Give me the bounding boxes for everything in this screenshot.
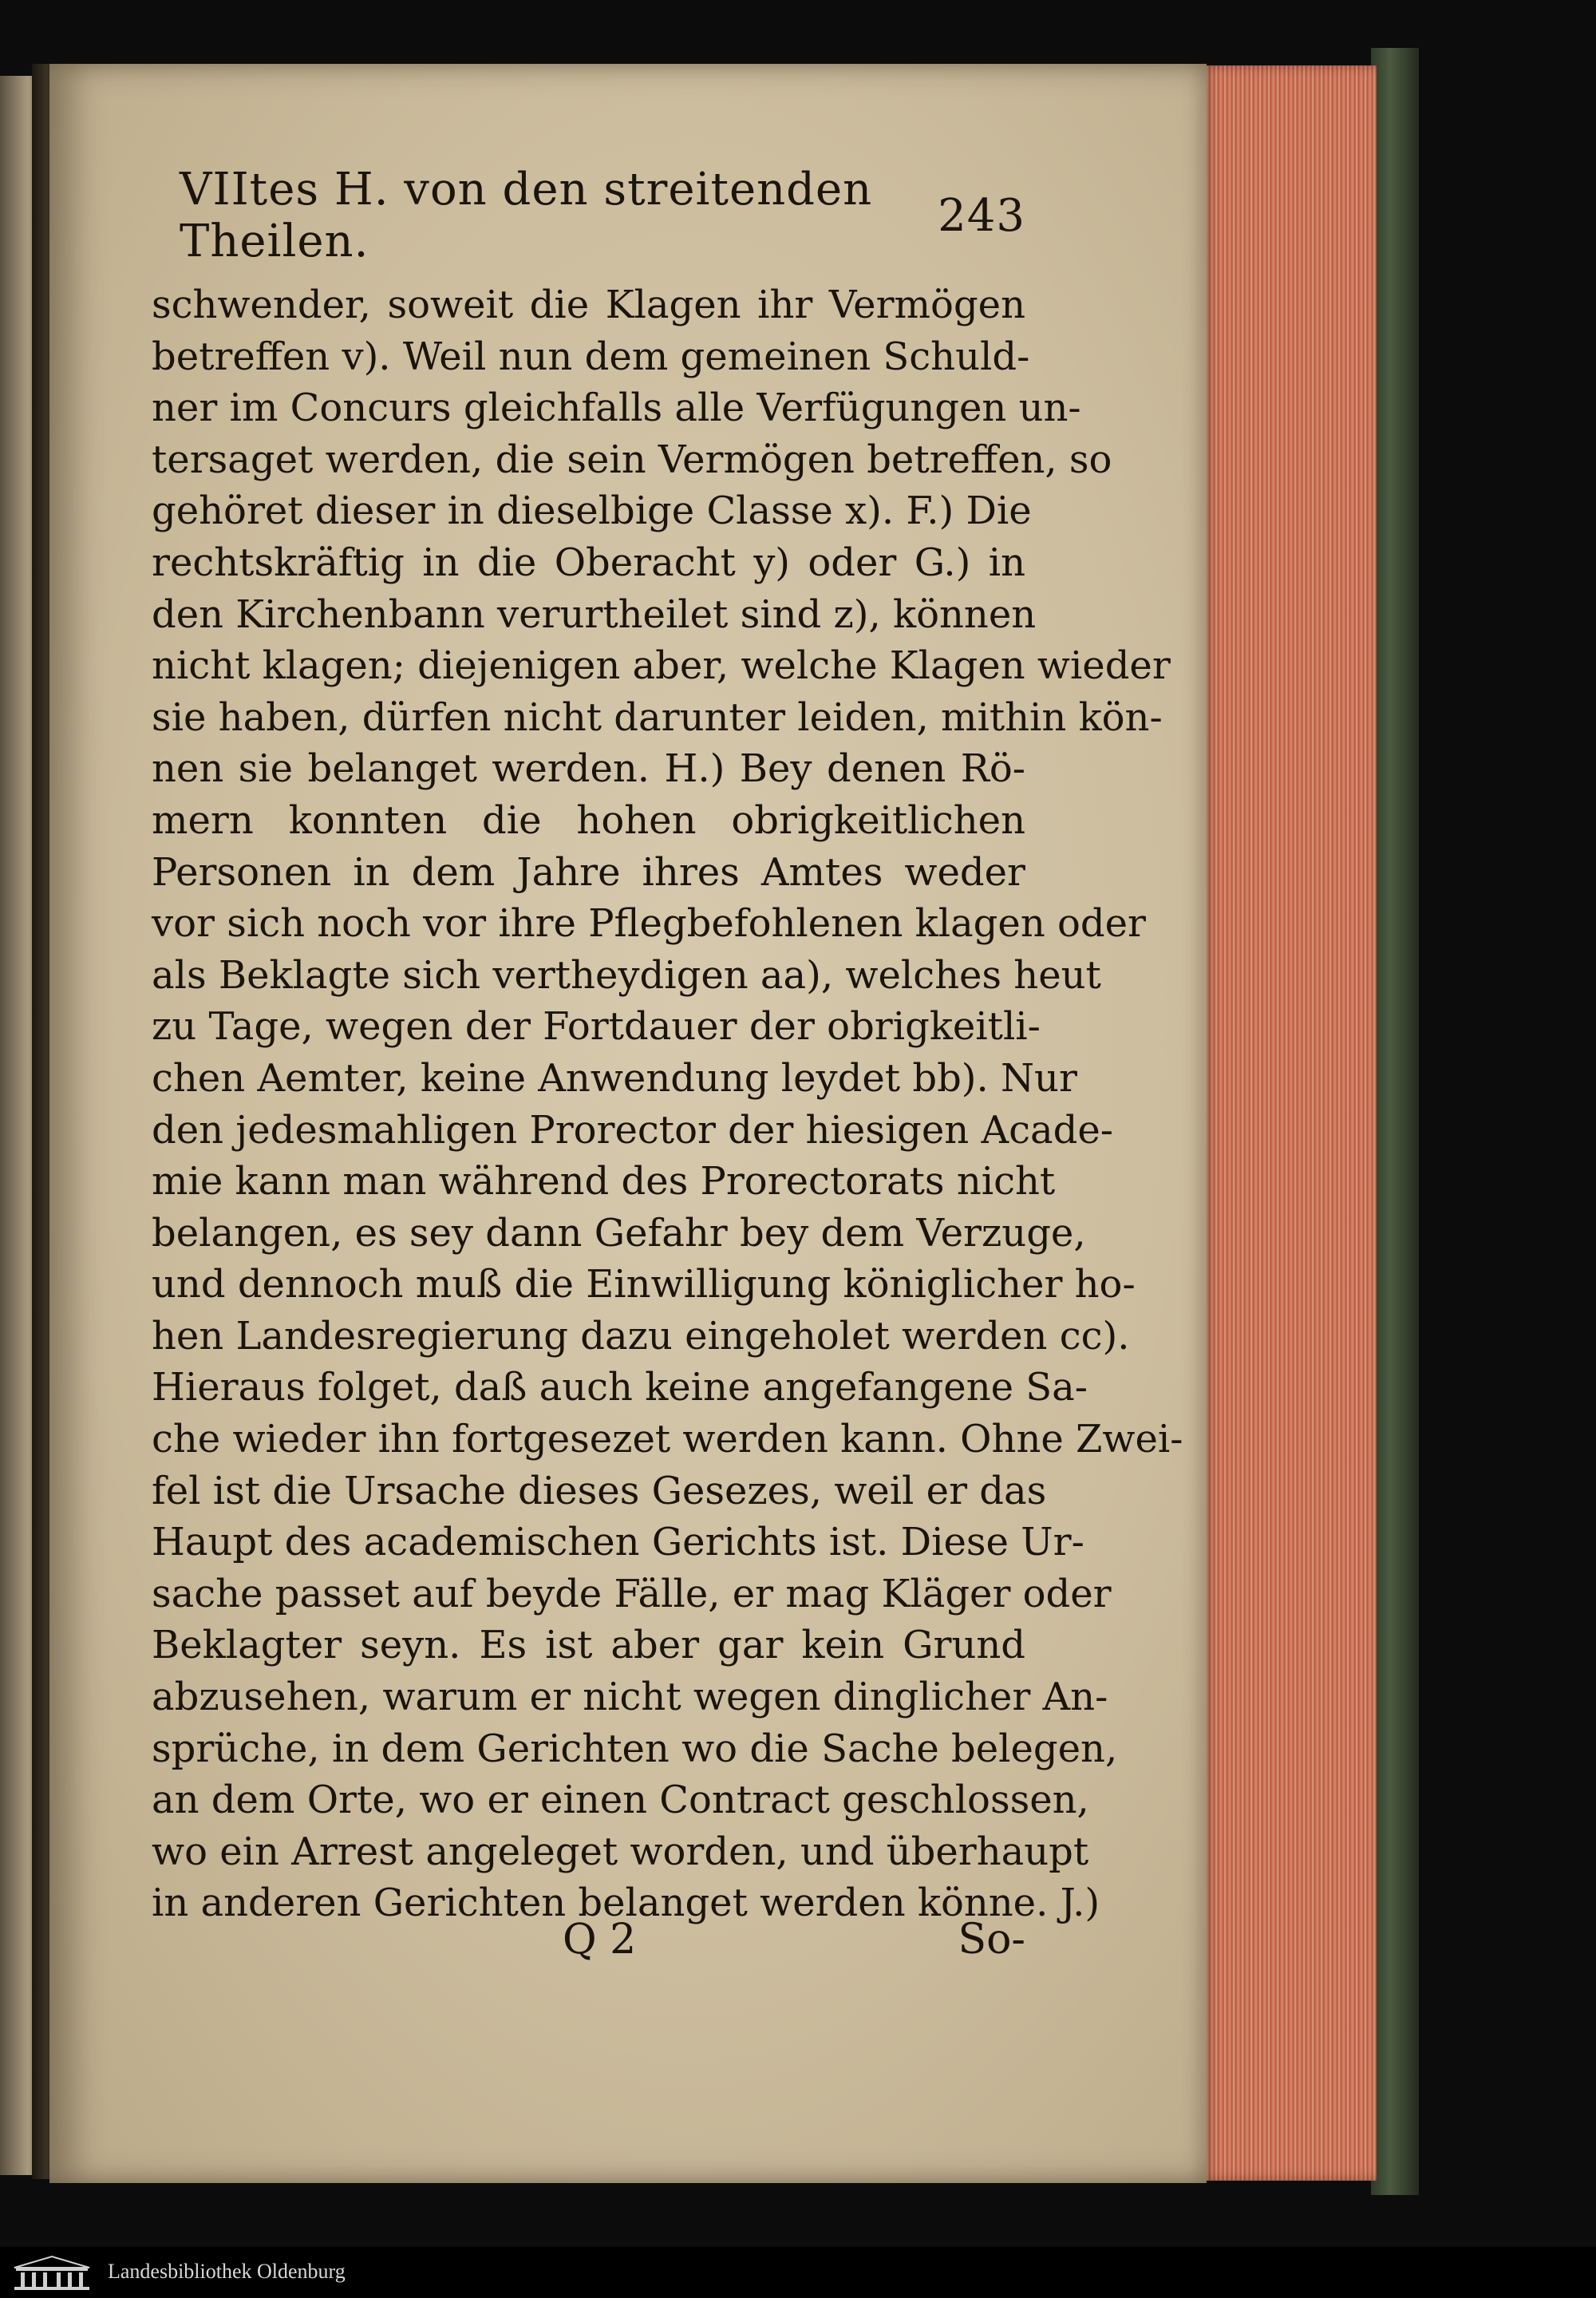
text-line: schwender, soweit die Klagen ihr Vermögen [152,283,1025,327]
text-line: chen Aemter, keine Anwendung leydet bb). Nur [152,1055,1077,1101]
text-line: Hieraus folget, daß auch keine angefangene Sa- [152,1365,1088,1410]
text-line: den jedesmahligen Prorector der hiesigen Acade- [152,1107,1113,1153]
text-line: und dennoch muß die Einwilligung königlicher ho- [152,1262,1136,1307]
text-line: nen sie belanget werden. H.) Bey denen Rö- [152,746,1025,792]
page-footer [152,1916,1025,1972]
signature-mark: Q 2 [563,1916,637,1964]
text-line: als Beklagte sich vertheydigen aa), welches heut [152,952,1101,998]
text-line: sprüche, in dem Gerichten wo die Sache belegen, [152,1726,1118,1771]
text-line: tersaget werden, die sein Vermögen betreffen, so [152,437,1112,482]
page-block-edge [1201,65,1377,2181]
text-line: Beklagter seyn. Es ist aber gar kein Grund [152,1623,1025,1668]
text-line: Haupt des academischen Gerichts ist. Diese Ur- [152,1520,1084,1565]
text-line: vor sich noch vor ihre Pflegbefohlenen klagen oder [152,901,1146,947]
text-line: sache passet auf beyde Fälle, er mag Kläger oder [152,1571,1112,1616]
text-line: an dem Orte, wo er einen Contract geschlossen, [152,1778,1089,1823]
page-number: 243 [938,189,1025,242]
text-line: fel ist die Ursache dieses Gesezes, weil er das [152,1468,1047,1513]
text-line: nicht klagen; diejenigen aber, welche Klagen wieder [152,643,1171,689]
text-line: zu Tage, wegen der Fortdauer der obrigkeitli- [152,1004,1041,1050]
library-building-icon [8,2253,96,2292]
text-line: abzusehen, warum er nicht wegen dinglicher An- [152,1675,1108,1720]
text-line: gehöret dieser in dieselbige Classe x). F.) Die [152,488,1032,534]
running-title: VIItes H. von den streitenden Theilen. [180,164,873,267]
text-line: wo ein Arrest angeleget worden, und überhaupt [152,1829,1089,1874]
text-line: che wieder ihn fortgesezet werden kann. Ohne Zwei- [152,1417,1183,1462]
text-line: sie haben, dürfen nicht darunter leiden, mithin kön- [152,694,1163,740]
library-footer-bar [0,2247,1596,2298]
text-line: ner im Concurs gleichfalls alle Verfügungen un- [152,386,1081,431]
book-cover-edge [1371,48,1419,2195]
running-head [180,164,1025,267]
text-line: rechtskräftig in die Oberacht y) oder G.) in [152,540,1025,585]
text-line: belangen, es sey dann Gefahr bey dem Verzuge, [152,1210,1086,1256]
text-line: betreffen v). Weil nun dem gemeinen Schuld- [152,334,1030,379]
body-text [152,279,1183,1929]
text-line: mern konnten die hohen obrigkeitlichen [152,797,1025,843]
catchword: So- [958,1916,1025,1964]
text-line: in anderen Gerichten belanget werden könne. J.) [152,1881,1100,1926]
text-line: mie kann man während des Prorectorats nicht [152,1159,1056,1204]
text-line: den Kirchenbann verurtheilet sind z), können [152,591,1037,637]
text-line: hen Landesregierung dazu eingeholet werden cc). [152,1313,1130,1359]
text-line: Personen in dem Jahre ihres Amtes weder [152,849,1025,895]
library-label: Landesbibliothek Oldenburg [108,2260,346,2283]
